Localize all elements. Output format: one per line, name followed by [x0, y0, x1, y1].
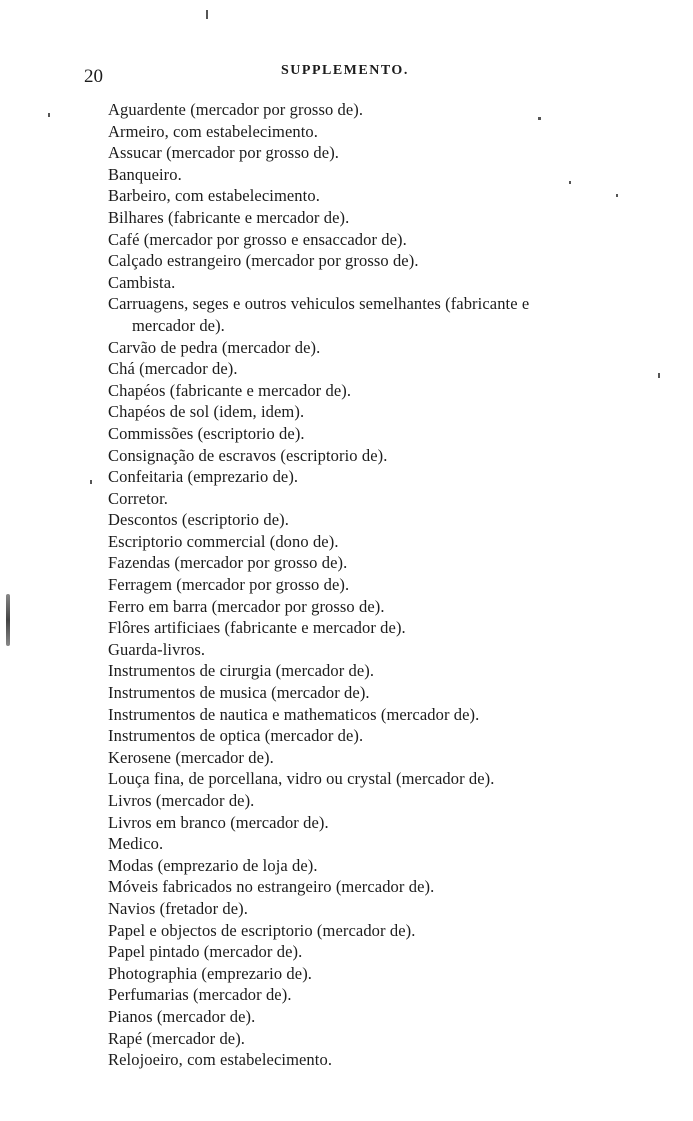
list-item: Chá (mercador de). — [108, 359, 238, 379]
list-item: Papel e objectos de escriptorio (mercador de). — [108, 920, 416, 940]
list-item: Pianos (mercador de). — [108, 1006, 256, 1026]
list-item: Instrumentos de cirurgia (mercador de). — [108, 661, 375, 681]
list-item: Instrumentos de optica (mercador de). — [108, 726, 364, 746]
scan-speck — [538, 117, 541, 120]
list-item: Cambista. — [108, 272, 176, 292]
list-item: Confeitaria (emprezario de). — [108, 467, 299, 487]
entry-list — [108, 99, 668, 1071]
list-item: Consignação de escravos (escriptorio de). — [108, 445, 388, 465]
list-item: Bilhares (fabricante e mercador de). — [108, 207, 350, 227]
list-item: Medico. — [108, 834, 164, 854]
list-item: Chapéos (fabricante e mercador de). — [108, 380, 352, 400]
list-item: Livros em branco (mercador de). — [108, 812, 329, 832]
list-item-carruagens — [108, 293, 668, 336]
list-item: Café (mercador por grosso e ensaccador de). — [108, 229, 407, 249]
list-item: Modas (emprezario de loja de). — [108, 855, 318, 875]
list-item: Aguardente (mercador por grosso de). — [108, 100, 364, 119]
list-item: Ferragem (mercador por grosso de). — [108, 575, 350, 595]
list-item: Armeiro, com estabelecimento. — [108, 121, 318, 141]
carruagens-continuation: mercador de). — [132, 315, 225, 335]
list-item: Carvão de pedra (mercador de). — [108, 337, 321, 357]
list-item: Guarda-livros. — [108, 639, 206, 659]
scan-speck — [569, 181, 571, 184]
scan-speck — [658, 373, 660, 378]
running-head: SUPPLEMENTO. — [281, 63, 409, 78]
list-item: Calçado estrangeiro (mercador por grosso de). — [108, 251, 419, 271]
scan-speck — [206, 10, 208, 19]
list-item: Papel pintado (mercador de). — [108, 942, 303, 962]
list-item: Barbeiro, com estabelecimento. — [108, 186, 320, 206]
list-item: Fazendas (mercador por grosso de). — [108, 553, 348, 573]
list-item: Instrumentos de musica (mercador de). — [108, 683, 370, 703]
list-item: Chapéos de sol (idem, idem). — [108, 402, 305, 422]
list-item: Rapé (mercador de). — [108, 1028, 246, 1048]
scan-speck — [616, 194, 618, 197]
list-item: Ferro em barra (mercador por grosso de). — [108, 596, 385, 616]
list-item: Photographia (emprezario de). — [108, 963, 313, 983]
list-item: Flôres artificiaes (fabricante e mercador de). — [108, 618, 406, 638]
list-item: Corretor. — [108, 488, 169, 508]
carruagens-first-line: Carruagens, seges e outros vehiculos semelhantes (fabricante e — [108, 294, 530, 314]
list-item: Móveis fabricados no estrangeiro (mercador de). — [108, 877, 435, 897]
list-item: Banqueiro. — [108, 164, 182, 184]
scan-speck — [48, 113, 50, 117]
list-item: Descontos (escriptorio de). — [108, 510, 289, 530]
list-item: Kerosene (mercador de). — [108, 747, 274, 767]
list-item: Livros (mercador de). — [108, 791, 255, 810]
list-item: Navios (fretador de). — [108, 898, 248, 918]
list-item: Assucar (mercador por grosso de). — [108, 143, 340, 163]
binding-mark — [6, 594, 10, 646]
scan-speck — [90, 480, 92, 484]
list-item: Commissões (escriptorio de). — [108, 423, 305, 443]
list-item: Relojoeiro, com estabelecimento. — [108, 1050, 333, 1070]
list-item: Louça fina, de porcellana, vidro ou crystal (mercador de). — [108, 769, 495, 789]
page-number: 20 — [84, 66, 103, 87]
list-item: Instrumentos de nautica e mathematicos (mercador de). — [108, 704, 480, 724]
list-item: Perfumarias (mercador de). — [108, 985, 292, 1005]
list-item: Escriptorio commercial (dono de). — [108, 531, 339, 551]
